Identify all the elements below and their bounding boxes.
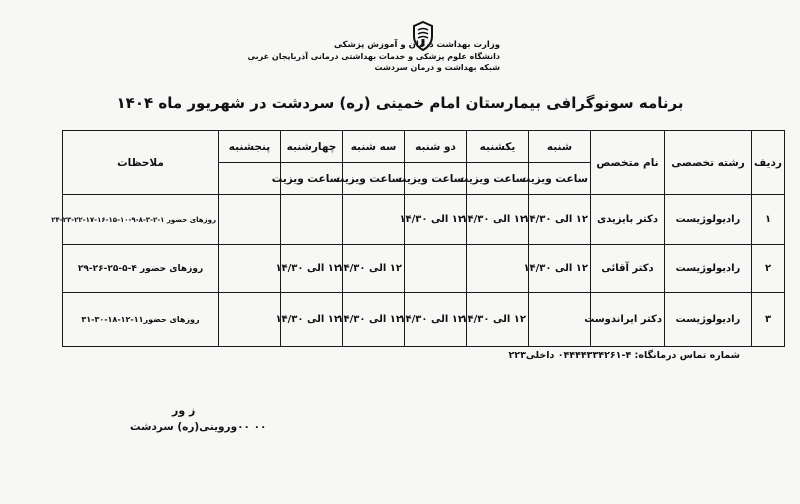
visit-time-label-sat: ساعت ویزیت	[529, 163, 591, 195]
table-row	[63, 245, 785, 293]
tuesday-hours: ۱۲ الی ۱۴/۳۰	[343, 293, 405, 347]
monday-hours: ۱۲ الی ۱۴/۳۰	[405, 195, 467, 245]
network-name: شبکه بهداشت و درمان سردشت	[374, 63, 500, 72]
signature-line-1: ز ور	[172, 404, 196, 417]
header-notes: ملاحظات	[63, 131, 219, 195]
header-specialty: رشته تخصصی	[665, 131, 752, 195]
header-doctor: نام متخصص	[591, 131, 665, 195]
notes-cell: روزهای حضور ۴-۵-۲۵-۲۶-۲۹	[63, 245, 219, 293]
header-wednesday: چهارشنبه	[281, 131, 343, 163]
visit-time-label-wed: ساعت ویزیت	[281, 163, 343, 195]
saturday-hours	[529, 293, 591, 347]
university-name: دانشگاه علوم پزشکی و خدمات بهداشتی درمانی آذربایجان غربی	[247, 52, 500, 61]
specialty-cell: رادیولوژیست	[665, 245, 752, 293]
thursday-hours	[219, 245, 281, 293]
saturday-hours: ۱۲ الی ۱۴/۳۰	[529, 245, 591, 293]
wednesday-hours: ۱۲ الی ۱۴/۳۰	[281, 293, 343, 347]
monday-hours	[405, 245, 467, 293]
sunday-hours: ۱۲ الی ۱۴/۳۰	[467, 293, 529, 347]
visit-time-label-mon: ساعت ویزیت	[405, 163, 467, 195]
header-thursday: پنجشنبه	[219, 131, 281, 163]
page-title: برنامه سونوگرافی بیمارستان امام خمینی (ره) سردشت در شهریور ماه ۱۴۰۴	[116, 94, 684, 112]
ministry-name: وزارت بهداشت درمان و آموزش پزشکی	[333, 40, 500, 50]
signature-line-2: ۰۰ ۰۰وروینی(ره) سردشت	[130, 421, 267, 433]
specialty-cell: رادیولوژیست	[665, 293, 752, 347]
visit-time-label-tue: ساعت ویزیت	[343, 163, 405, 195]
sunday-hours: ۱۲ الی ۱۴/۳۰	[467, 195, 529, 245]
table-row	[63, 195, 785, 245]
schedule-table	[51, 130, 785, 347]
table-row	[63, 293, 785, 347]
header-row	[63, 131, 785, 163]
header-tuesday: سه شنبه	[343, 131, 405, 163]
wednesday-hours	[281, 195, 343, 245]
thursday-hours	[219, 293, 281, 347]
doctor-cell: دکتر بایزیدی	[591, 195, 665, 245]
wednesday-hours: ۱۲ الی ۱۴/۳۰	[281, 245, 343, 293]
row-number: ۲	[752, 245, 785, 293]
notes-cell: روزهای حضور۱۱-۱۲-۱۸-۳۰-۳۱	[63, 293, 219, 347]
header-saturday: شنبه	[529, 131, 591, 163]
visit-time-label-sun: ساعت ویزیت	[467, 163, 529, 195]
contact-number: شماره تماس درمانگاه: ۴-۰۴۴۴۴۳۳۴۲۶۱ داخلی۲۲۳	[508, 350, 740, 361]
doctor-cell: دکتر آقائی	[591, 245, 665, 293]
header-monday: دو شنبه	[405, 131, 467, 163]
monday-hours: ۱۲ الی ۱۴/۳۰	[405, 293, 467, 347]
tuesday-hours	[343, 195, 405, 245]
letterhead	[248, 40, 500, 73]
header-row-number: ردیف	[752, 131, 785, 195]
sunday-hours	[467, 245, 529, 293]
notes-cell: روزهای حضور ۱-۲-۳-۸-۹-۱۰-۱۵-۱۶-۱۷-۲۲-۲۳-۲۴	[63, 195, 219, 245]
doctor-cell: دکتر ایراندوست	[591, 293, 665, 347]
row-number: ۱	[752, 195, 785, 245]
thursday-hours	[219, 195, 281, 245]
specialty-cell: رادیولوژیست	[665, 195, 752, 245]
header-sunday: یکشنبه	[467, 131, 529, 163]
tuesday-hours: ۱۲ الی ۱۴/۳۰	[343, 245, 405, 293]
row-number: ۳	[752, 293, 785, 347]
saturday-hours: ۱۲ الی ۱۴/۳۰	[529, 195, 591, 245]
